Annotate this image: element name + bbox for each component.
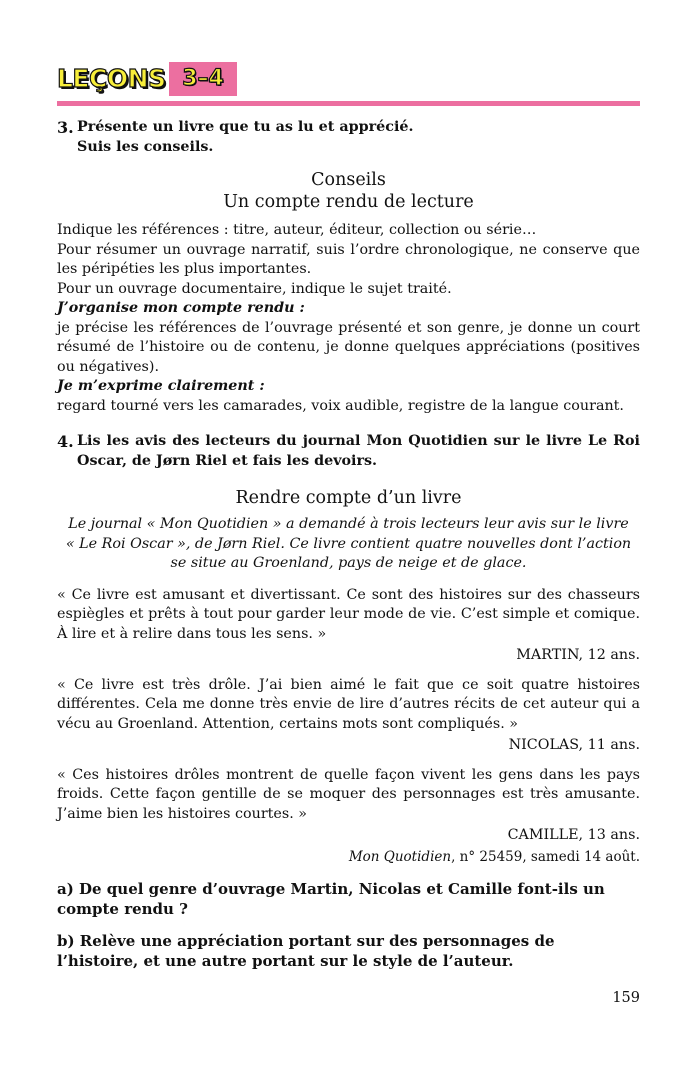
conseils-heading-organise: J’organise mon compte rendu : [57, 300, 305, 316]
page-number: 159 [612, 990, 640, 1006]
source-details: , n° 25459, samedi 14 août. [451, 848, 640, 865]
exercise-3-line1: Présente un livre que tu as lu et apprécié. [77, 119, 414, 135]
quote-camille: « Ces histoires drôles montrent de quelle façon vivent les gens dans les pays froids. Cette façon gentille de se moquer des personnages est très amusante. J’aime bien les histoires courtes. » [57, 766, 640, 822]
conseils-p1: Indique les références : titre, auteur, éditeur, collection ou série… [57, 222, 537, 238]
quote-martin: « Ce livre est amusant et divertissant. Ce sont des histoires sur des chasseurs espiègles et prêts à tout pour garder leur mode de vie. C’est simple et comique. À lire et à relire dans tous les sens. » [57, 586, 640, 642]
author-martin: MARTIN, 12 ans. [516, 647, 640, 663]
exercise-4 [57, 432, 640, 471]
conseils-p2: Pour résumer un ouvrage narratif, suis l’ordre chronologique, ne conserve que les péripéties les plus importantes. [57, 241, 640, 277]
conseils-heading-exprime: Je m’exprime clairement : [57, 378, 265, 394]
exercise-3 [57, 118, 640, 157]
exercise-3-number: 3. [57, 118, 74, 137]
conseils-box [57, 169, 640, 416]
author-nicolas: NICOLAS, 11 ans. [508, 737, 640, 753]
exercise-4-number: 4. [57, 432, 74, 451]
conseils-p5: regard tourné vers les camarades, voix audible, registre de la langue courant. [57, 397, 624, 414]
source-journal: Mon Quotidien [348, 848, 452, 865]
question-a: a) De quel genre d’ouvrage Martin, Nicolas et Camille font-ils un compte rendu ? [57, 880, 605, 918]
conseils-subtitle: Un compte rendu de lecture [223, 192, 474, 212]
source-citation [57, 848, 640, 868]
conseils-p3: Pour un ouvrage documentaire, indique le sujet traité. [57, 280, 452, 297]
question-b: b) Relève une appréciation portant sur des personnages de l’histoire, et une autre portant sur le style de l’auteur. [57, 932, 555, 970]
quote-nicolas: « Ce livre est très drôle. J’ai bien aimé le fait que ce soit quatre histoires différentes. Cela me donne très envie de lire d’autres récits de cet auteur qui a vécu au Groenland. Attention, certains mots sont compliqués. » [57, 676, 640, 732]
conseils-p4: je précise les références de l’ouvrage présenté et son genre, je donne un court résumé de l’histoire ou de contenu, je donne quelques appréciations (positives ou négatives). [57, 319, 640, 375]
header-divider [57, 101, 640, 106]
review-title: Rendre compte d’un livre [235, 488, 462, 508]
lesson-number-badge: 3–4 [169, 62, 237, 96]
conseils-title: Conseils [311, 170, 386, 190]
lesson-title: LEÇONS [57, 64, 166, 93]
page-content [57, 118, 640, 971]
review-intro: Le journal « Mon Quotidien » a demandé à trois lecteurs leur avis sur le livre « Le Roi Oscar », de Jørn Riel. Ce livre contient quatre nouvelles dont l’action se situe au Groenland, pays de neige et de glace. [65, 516, 632, 571]
author-camille: CAMILLE, 13 ans. [507, 827, 640, 843]
exercise-4-text: Lis les avis des lecteurs du journal Mon Quotidien sur le livre Le Roi Oscar, de Jørn Riel et fais les devoirs. [77, 433, 640, 469]
exercise-3-line2: Suis les conseils. [77, 138, 214, 155]
